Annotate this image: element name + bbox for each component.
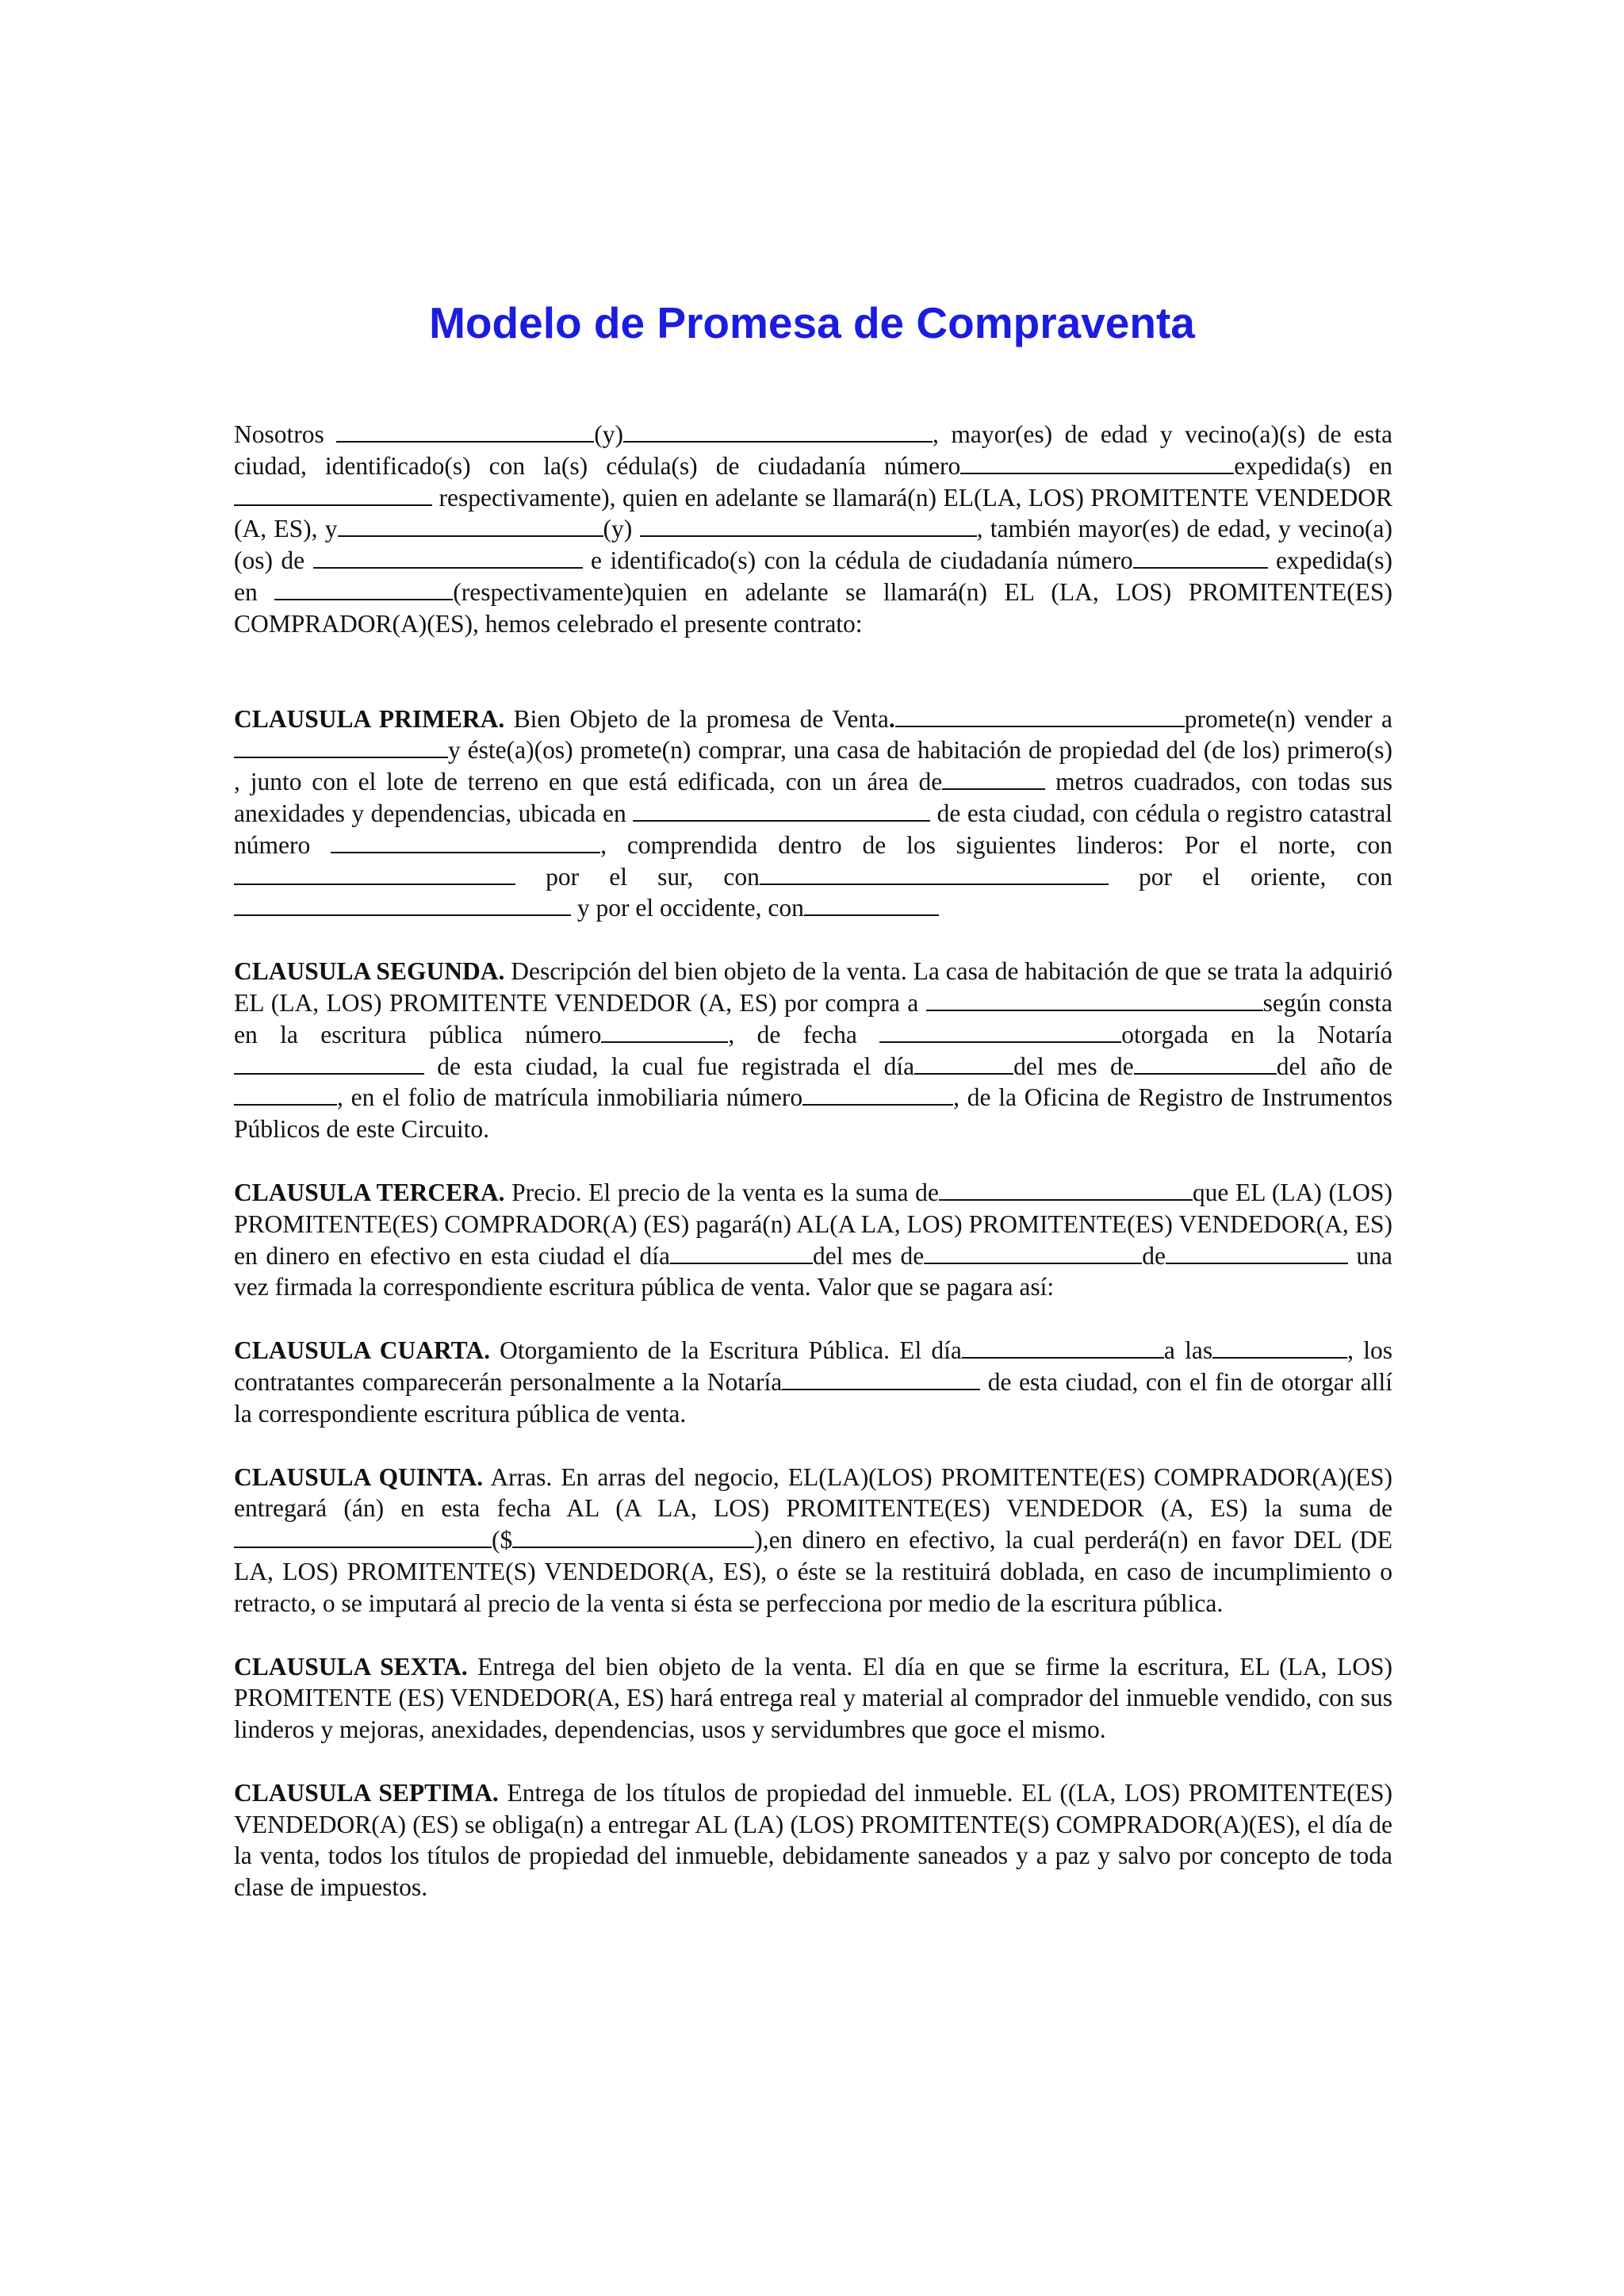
clause-heading: CLAUSULA CUARTA. [234, 1336, 490, 1365]
fill-blank[interactable] [760, 863, 1109, 885]
fill-blank[interactable] [633, 799, 930, 822]
clause-text: otorgada en la Notaría [1121, 1020, 1392, 1048]
fill-blank[interactable] [895, 705, 1185, 727]
clause-text: , en el folio de matrícula inmobiliaria número [337, 1083, 803, 1112]
clause-text: , de la Oficina de Registro de Instrumentos Públicos de este Circuito. [234, 1083, 1392, 1144]
fill-blank[interactable] [879, 1021, 1121, 1043]
clause-tercera [234, 1177, 1392, 1303]
fill-blank[interactable] [1134, 1052, 1277, 1075]
fill-blank[interactable] [960, 452, 1234, 474]
clause-heading: CLAUSULA PRIMERA. [234, 704, 505, 733]
fill-blank[interactable] [802, 1083, 953, 1106]
document-title: Modelo de Promesa de Compraventa [429, 298, 1195, 347]
fill-blank[interactable] [336, 420, 594, 443]
clause-heading: CLAUSULA SEPTIMA. [234, 1778, 499, 1807]
clause-text: de esta ciudad, la cual fue registrada el día [424, 1052, 915, 1080]
clause-text: Precio. El precio de la venta es la suma de [504, 1178, 939, 1206]
clause-heading: CLAUSULA QUINTA. [234, 1462, 484, 1491]
document-body [234, 419, 1392, 1903]
intro-text: expedida(s) en [1234, 451, 1392, 480]
fill-blank[interactable] [670, 1242, 813, 1264]
fill-blank[interactable] [234, 484, 432, 506]
clause-text: de esta ciudad, con cédula o registro catastral número [234, 799, 1392, 859]
clause-text: , comprendida dentro de los siguientes linderos: Por el norte, con [600, 830, 1392, 859]
fill-blank[interactable] [234, 1083, 337, 1106]
clause-text: una vez firmada la correspondiente escritura pública de venta. Valor que se pagara así: [234, 1241, 1392, 1301]
clause-sexta [234, 1651, 1392, 1746]
clause-text: del año de [1276, 1052, 1392, 1080]
clause-heading: CLAUSULA SEGUNDA. [234, 957, 505, 986]
fill-blank[interactable] [782, 1368, 980, 1390]
clause-primera [234, 703, 1392, 925]
fill-blank[interactable] [234, 863, 515, 885]
fill-blank[interactable] [234, 894, 571, 916]
fill-blank[interactable] [926, 989, 1263, 1011]
clause-text: , de fecha [728, 1020, 880, 1048]
intro-text: Nosotros [234, 420, 337, 448]
fill-blank[interactable] [942, 768, 1045, 790]
intro-text: e identificado(s) con la cédula de ciudadanía número [582, 546, 1133, 575]
fill-blank[interactable] [914, 1052, 1013, 1075]
clause-heading: CLAUSULA TERCERA. [234, 1178, 505, 1206]
clause-text: y éste(a)(os) promete(n) comprar, una casa de habitación de propiedad del (de los) primero(s) , junto con el lote de terreno en que está edificada, con un área de [234, 736, 1392, 796]
clause-quinta [234, 1462, 1392, 1619]
intro-text: (y) [603, 515, 640, 543]
intro-text: , mayor(es) de edad y vecino(a)(s) de esta ciudad, identificado(s) con la(s) cédula(s) de ciudadanía número [234, 420, 1392, 480]
clause-text: por el sur, con [515, 862, 760, 891]
clause-septima [234, 1777, 1392, 1903]
clause-text: del mes de [1013, 1052, 1134, 1080]
clause-heading: CLAUSULA SEXTA. [234, 1652, 468, 1681]
clause-text: metros cuadrados, con todas sus anexidades y dependencias, ubicada en [234, 768, 1392, 827]
clause-text: Descripción del bien objeto de la venta. La casa de habitación de que se trata la adquirió EL (LA, LOS) PROMITENTE VENDEDOR (A, ES) por compra a [234, 957, 1392, 1017]
clause-text: Arras. En arras del negocio, EL(LA)(LOS) PROMITENTE(ES) COMPRADOR(A)(ES) entregará (án) en esta fecha AL (A LA, LOS) PROMITENTE(ES) VENDEDOR (A, ES) la suma de [234, 1462, 1392, 1523]
fill-blank[interactable] [274, 578, 453, 600]
intro-text: expedida(s) en [234, 546, 1392, 606]
fill-blank[interactable] [1212, 1336, 1347, 1359]
clause-text: Otorgamiento de la Escritura Pública. El día [489, 1336, 962, 1365]
clause-text: Entrega del bien objeto de la venta. El día en que se firme la escritura, EL (LA, LOS) PROMITENTE (ES) VENDEDOR(A, ES) hará entrega real y material al comprador del inmueble vendido, con sus linderos y mejoras, anexidades, dependencias, usos y servidumbres que goce el mismo. [234, 1652, 1392, 1744]
fill-blank[interactable] [623, 420, 933, 443]
fill-blank[interactable] [1166, 1242, 1348, 1264]
clause-text: ($ [492, 1526, 513, 1554]
fill-blank[interactable] [939, 1179, 1193, 1201]
fill-blank[interactable] [924, 1242, 1142, 1264]
intro-text: (y) [594, 420, 624, 448]
clause-text: promete(n) vender a [1184, 704, 1392, 733]
clause-text: ),en dinero en efectivo, la cual perderá(n) en favor DEL (DE LA, LOS) PROMITENTE(S) VENDEDOR(A, ES), o éste se la restituirá doblada, en caso de incumplimiento o retracto, o se imputará al precio de la venta si ésta se perfecciona por medio de la escritura pública. [234, 1526, 1392, 1617]
clause-text: según consta en la escritura pública número [234, 988, 1392, 1048]
fill-blank[interactable] [234, 1052, 424, 1075]
fill-blank[interactable] [962, 1336, 1164, 1359]
fill-blank[interactable] [1133, 546, 1268, 569]
intro-text: respectivamente), quien en adelante se llamará(n) EL(LA, LOS) PROMITENTE VENDEDOR (A, ES), y [234, 483, 1392, 543]
clause-text: que EL (LA) (LOS) PROMITENTE(ES) COMPRADOR(A) (ES) pagará(n) AL(A LA, LOS) PROMITENTE(ES) VENDEDOR(A, ES) en dinero en efectivo en esta ciudad el día [234, 1178, 1392, 1270]
clause-text: y por el occidente, con [571, 894, 804, 922]
fill-blank[interactable] [331, 831, 600, 853]
fill-blank[interactable] [313, 546, 583, 569]
clause-segunda [234, 956, 1392, 1145]
clause-text: a las [1163, 1336, 1213, 1365]
fill-blank[interactable] [234, 1526, 492, 1548]
clause-text: , los contratantes comparecerán personalmente a la Notaría [234, 1336, 1392, 1396]
fill-blank[interactable] [512, 1526, 754, 1548]
clause-text: Bien Objeto de la promesa de Venta [504, 704, 889, 733]
clause-text: . [888, 704, 895, 733]
intro-text: , también mayor(es) de edad, y vecino(a)(os) de [234, 515, 1392, 575]
fill-blank[interactable] [804, 894, 939, 916]
intro-text: (respectivamente)quien en adelante se llamará(n) EL (LA, LOS) PROMITENTE(ES) COMPRADOR(A)(ES), hemos celebrado el presente contrato: [234, 577, 1393, 638]
fill-blank[interactable] [338, 515, 603, 537]
clause-cuarta [234, 1335, 1392, 1429]
clause-text: de esta ciudad, con el fin de otorgar allí la correspondiente escritura pública de venta. [234, 1367, 1392, 1428]
clause-text: por el oriente, con [1108, 862, 1392, 891]
clause-text: de [1142, 1241, 1166, 1270]
intro-paragraph [234, 419, 1392, 640]
clause-text: Entrega de los títulos de propiedad del inmueble. EL ((LA, LOS) PROMITENTE(ES) VENDEDOR(A) (ES) se obliga(n) a entregar AL (LA) (LOS) PROMITENTE(S) COMPRADOR(A)(ES), el día de la venta, todos los títulos de propiedad del inmueble, debidamente saneados y a paz y salvo por concepto de toda clase de impuestos. [234, 1778, 1393, 1902]
clause-text: del mes de [813, 1241, 925, 1270]
fill-blank[interactable] [601, 1021, 728, 1043]
fill-blank[interactable] [234, 736, 448, 758]
fill-blank[interactable] [640, 515, 977, 537]
